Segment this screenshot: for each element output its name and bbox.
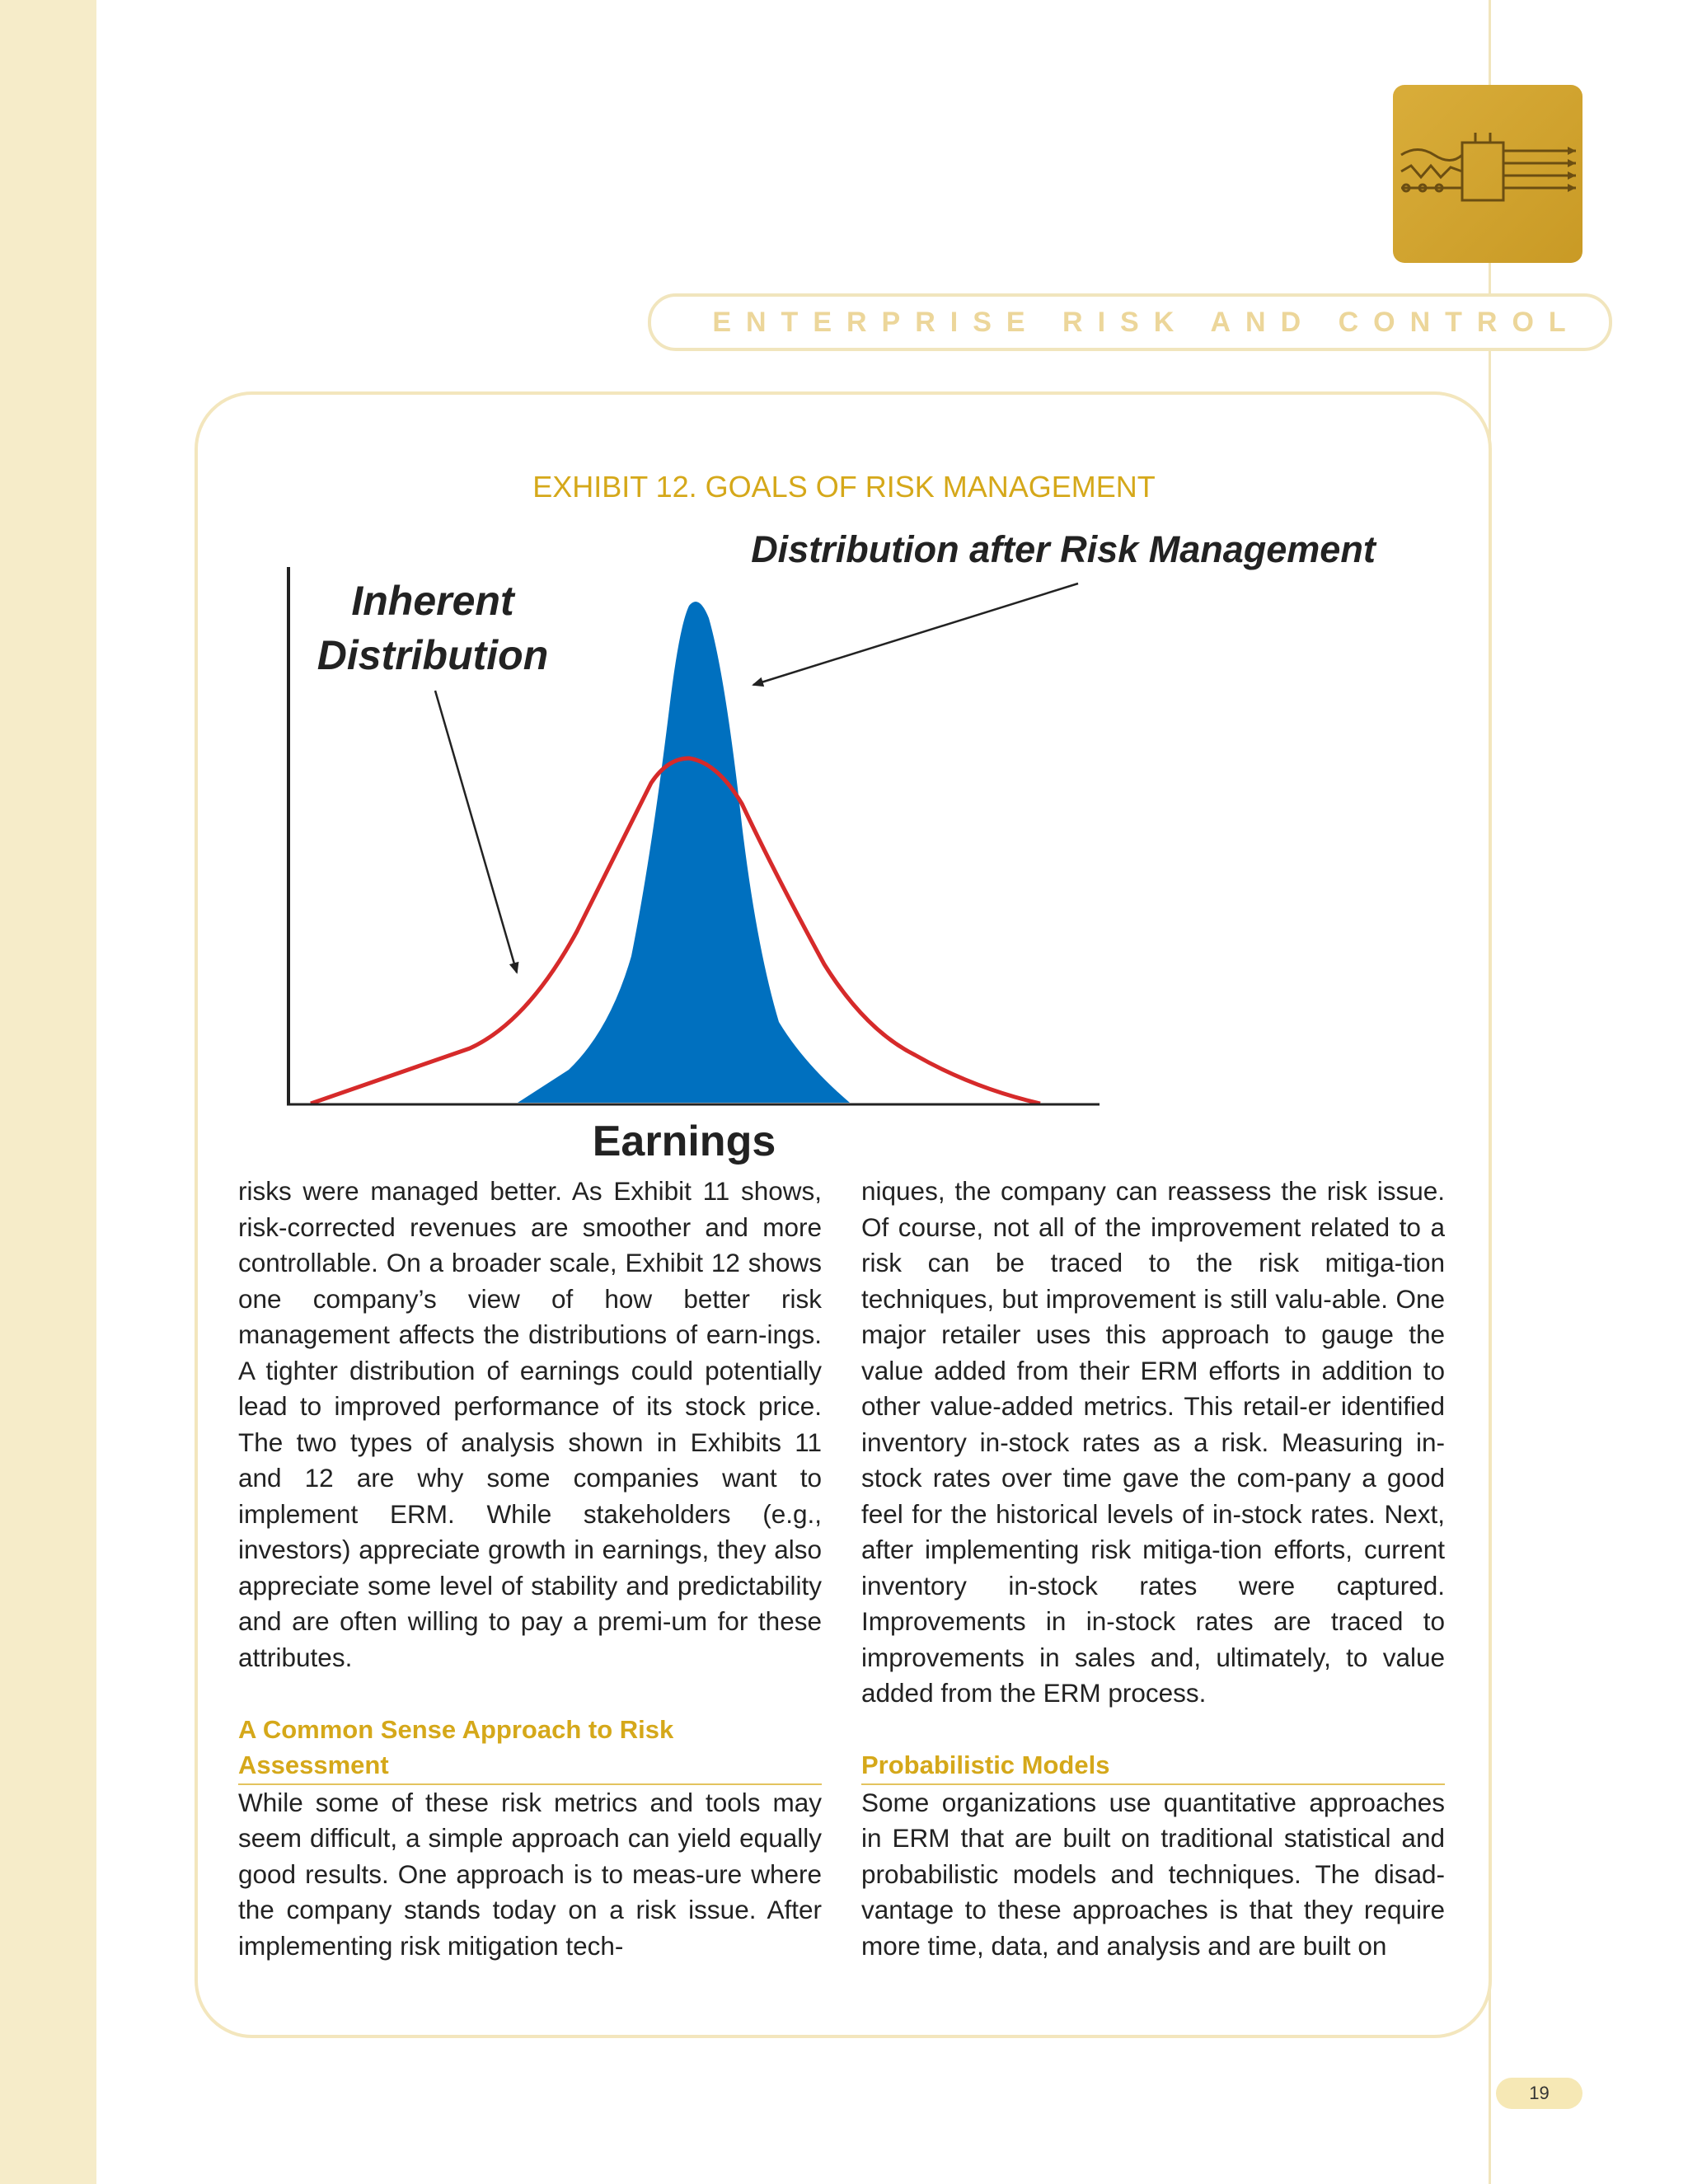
inherent-label-arrow: [435, 691, 517, 972]
after-distribution-label: Distribution after Risk Management: [751, 528, 1376, 570]
right-column: [861, 1174, 1445, 1964]
heading-probabilistic: Probabilistic Models: [861, 1747, 1445, 1785]
right-paragraph: niques, the company can reassess the risk issue. Of course, not all of the improvement related to a risk can be traced to the risk mitiga-tion techniques, but improvement is still valu-able. One major retailer uses this approach to gauge the value added from their ERM efforts in addition to other value-added metrics. This retail-er identified inventory in-stock rates as a risk. Measuring in-stock rates over time gave the com-pany a good feel for the historical levels of in-stock rates. Next, after implementing risk mitiga-tion efforts, current inventory in-stock rates were captured. Improvements in in-stock rates are traced to improvements in sales and, ultimately, to value added from the ERM process.: [861, 1176, 1445, 1708]
inherent-label-line2: Distribution: [316, 632, 549, 678]
inherent-label-line1: Inherent: [351, 578, 514, 624]
left-column: [238, 1174, 822, 1964]
page-number: 19: [1496, 2078, 1582, 2109]
after-distribution-curve: [518, 602, 850, 1103]
x-axis-label: Earnings: [592, 1118, 776, 1165]
after-label-arrow: [753, 583, 1078, 685]
exhibit-title: EXHIBIT 12. GOALS OF RISK MANAGEMENT: [532, 470, 1156, 504]
right-paragraph-2: Some organizations use quantitative approaches in ERM that are built on traditional statistical and probabilistic models and techniques. The disad-vantage to these approaches is that they require more time, data, and analysis and are built on: [861, 1787, 1445, 1961]
heading-common-sense: A Common Sense Approach to Risk Assessment: [238, 1712, 822, 1785]
left-paragraph-2: While some of these risk metrics and tools may seem difficult, a simple approach can yield equally good results. One approach is to meas-ure where the company stands today on a risk issue. After implementing risk mitigation tech-: [238, 1787, 822, 1961]
section-title: ENTERPRISE RISK AND CONTROL: [712, 307, 1581, 338]
left-paragraph: risks were managed better. As Exhibit 11 shows, risk-corrected revenues are smoother and more controllable. On a broader scale, Exhibit 12 shows one company’s view of how better risk management affects the distributions of earn-ings. A tighter distribution of earnings could potentially lead to improved performance of its stock price. The two types of analysis shown in Exhibits 11 and 12 are why some companies want to implement ERM. While stakeholders (e.g., investors) appreciate growth in earnings, they also appreciate some level of stability and predictability and are often willing to pay a premi-um for these attributes.: [238, 1176, 822, 1672]
